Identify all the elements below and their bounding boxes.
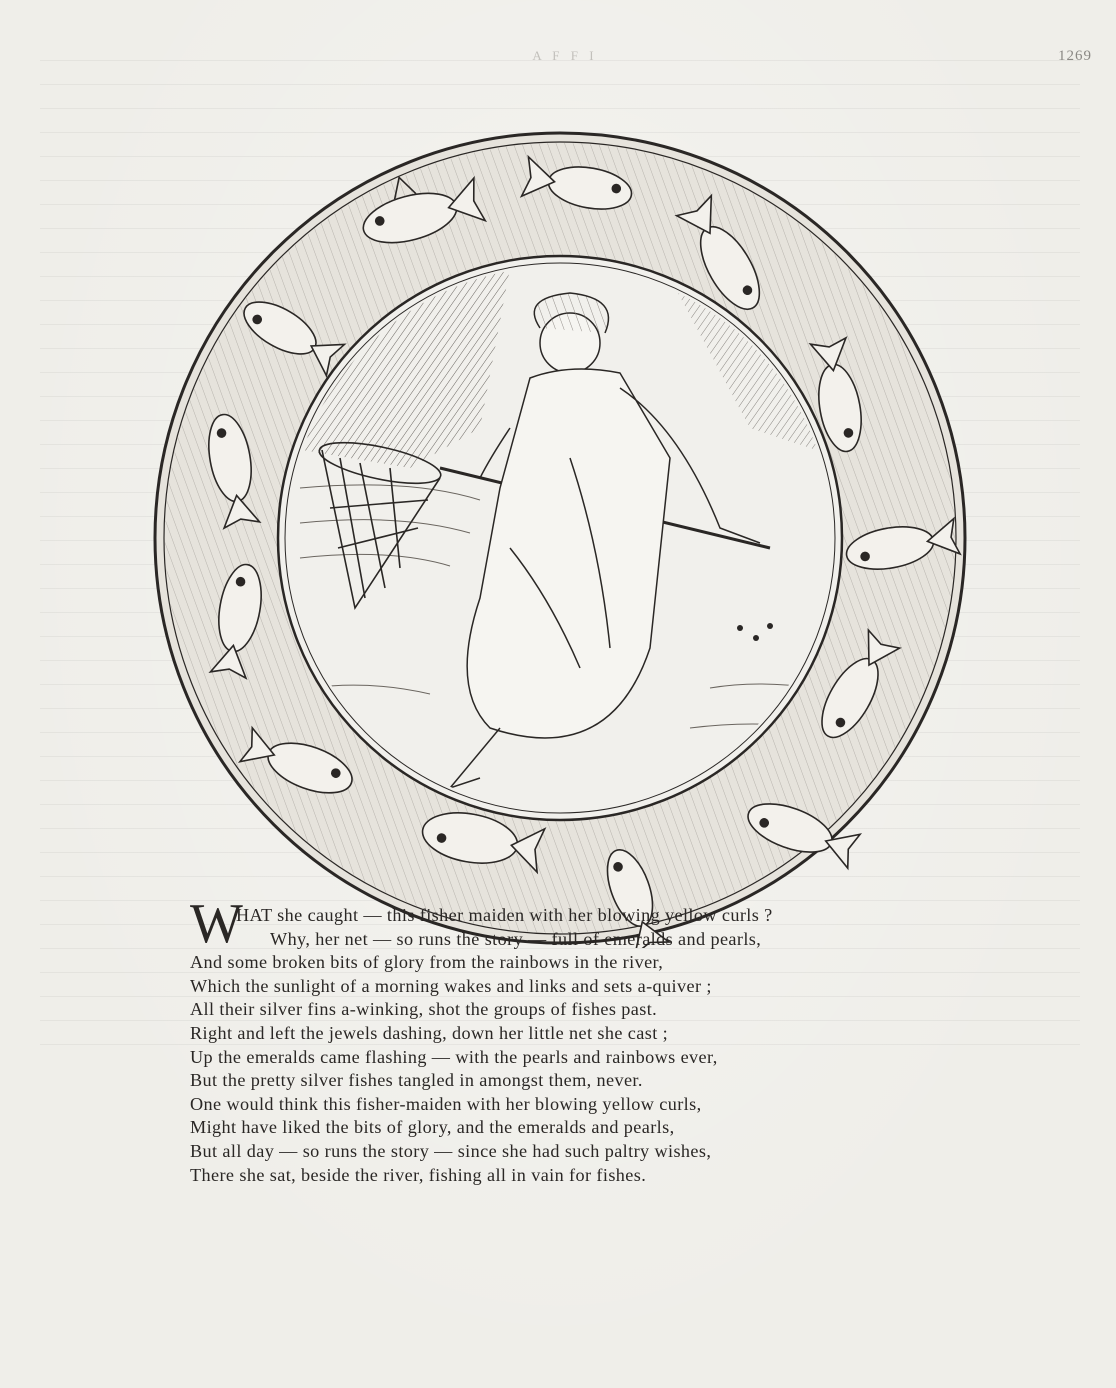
- poem-line: But all day — so runs the story — since she had such paltry wishes,: [190, 1140, 712, 1161]
- poem-line: Which the sunlight of a morning wakes and links and sets a-quiver ;: [190, 975, 712, 996]
- poem-line: Might have liked the bits of glory, and the emeralds and pearls,: [190, 1117, 675, 1138]
- illustration-plate: [150, 128, 970, 948]
- page-number: 1269: [1058, 48, 1092, 64]
- poem-line: One would think this fisher-maiden with her blowing yellow curls,: [190, 1093, 702, 1114]
- running-header: A F F I: [532, 48, 598, 63]
- drop-cap: W: [190, 893, 244, 955]
- poem-line: Up the emeralds came flashing — with the pearls and rainbows ever,: [190, 1046, 718, 1067]
- poem: [190, 893, 930, 1187]
- poem-line: Why, her net — so runs the story — full of emeralds and pearls,: [270, 928, 762, 949]
- poem-line: All their silver fins a-winking, shot the groups of fishes past.: [190, 999, 658, 1020]
- poem-line: There she sat, beside the river, fishing all in vain for fishes.: [190, 1164, 647, 1185]
- poem-line: HAT she caught — this fisher maiden with her blowing yellow curls ?: [236, 905, 773, 925]
- poem-line: But the pretty silver fishes tangled in amongst them, never.: [190, 1070, 643, 1091]
- poem-line: And some broken bits of glory from the rainbows in the river,: [190, 952, 664, 973]
- poem-line: Right and left the jewels dashing, down her little net she cast ;: [190, 1022, 669, 1043]
